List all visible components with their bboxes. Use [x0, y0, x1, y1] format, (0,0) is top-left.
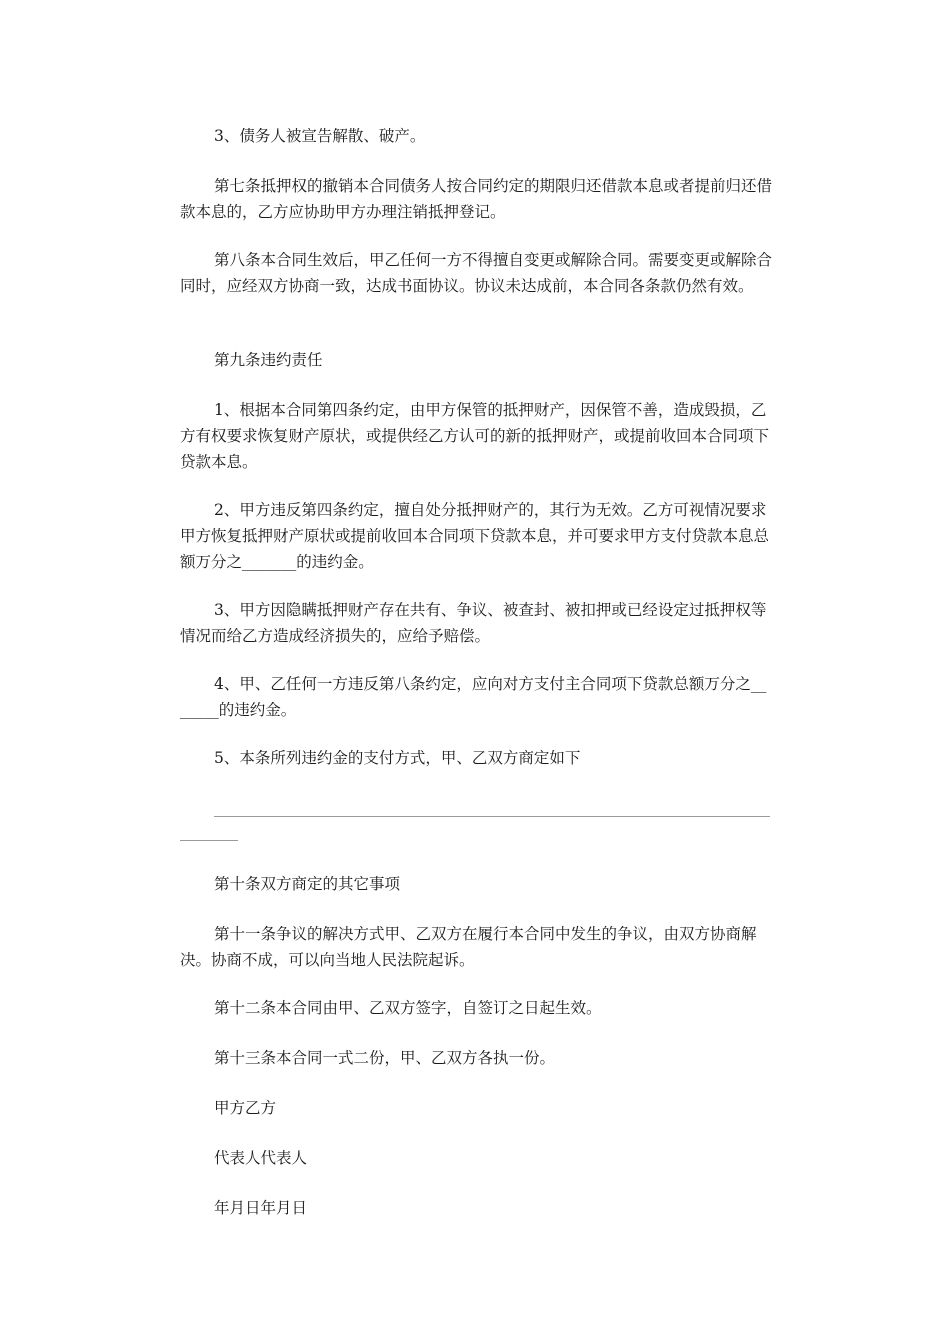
paragraph-article-11: 第十一条争议的解决方式甲、乙双方在履行本合同中发生的争议，由双方协商解决。协商不成，可以向当地人民法院起诉。 [180, 925, 757, 969]
paragraph-article-7: 第七条抵押权的撤销本合同债务人按合同约定的期限归还借款本息或者提前归还借款本息的，乙方应协助甲方办理注销抵押登记。 [180, 177, 773, 221]
signature-dates: 年月日年月日 [214, 1199, 308, 1217]
fill-in-line-continued [180, 840, 238, 841]
paragraph-clause-1: 1、根据本合同第四条约定，由甲方保管的抵押财产，因保管不善，造成毁损，乙方有权要求恢复财产原状，或提供经乙方认可的新的抵押财产，或提前收回本合同项下贷款本息。 [180, 401, 770, 471]
signature-representatives: 代表人代表人 [214, 1149, 308, 1167]
paragraph-item-3: 3、债务人被宣告解散、破产。 [214, 127, 426, 145]
paragraph-article-13: 第十三条本合同一式二份，甲、乙双方各执一份。 [214, 1049, 556, 1067]
heading-article-9: 第九条违约责任 [214, 351, 323, 369]
paragraph-clause-5: 5、本条所列违约金的支付方式，甲、乙双方商定如下 [214, 749, 581, 767]
paragraph-clause-4: 4、甲、乙任何一方违反第八条约定，应向对方支付主合同项下贷款总额万分之_______的违约金。 [180, 675, 767, 719]
paragraph-clause-2: 2、甲方违反第四条约定，擅自处分抵押财产的，其行为无效。乙方可视情况要求甲方恢复抵押财产原状或提前收回本合同项下贷款本息，并可要求甲方支付贷款本息总额万分之_______的违约金。 [180, 501, 770, 571]
paragraph-article-8: 第八条本合同生效后，甲乙任何一方不得擅自变更或解除合同。需要变更或解除合同时，应经双方协商一致，达成书面协议。协议未达成前，本合同各条款仍然有效。 [180, 251, 773, 295]
fill-in-line [214, 816, 770, 817]
signature-parties: 甲方乙方 [214, 1099, 277, 1117]
heading-article-10: 第十条双方商定的其它事项 [214, 875, 401, 893]
paragraph-article-12: 第十二条本合同由甲、乙双方签字，自签订之日起生效。 [214, 999, 602, 1017]
paragraph-clause-3: 3、甲方因隐瞒抵押财产存在共有、争议、被查封、被扣押或已经设定过抵押权等情况而给乙方造成经济损失的，应给予赔偿。 [180, 601, 767, 645]
